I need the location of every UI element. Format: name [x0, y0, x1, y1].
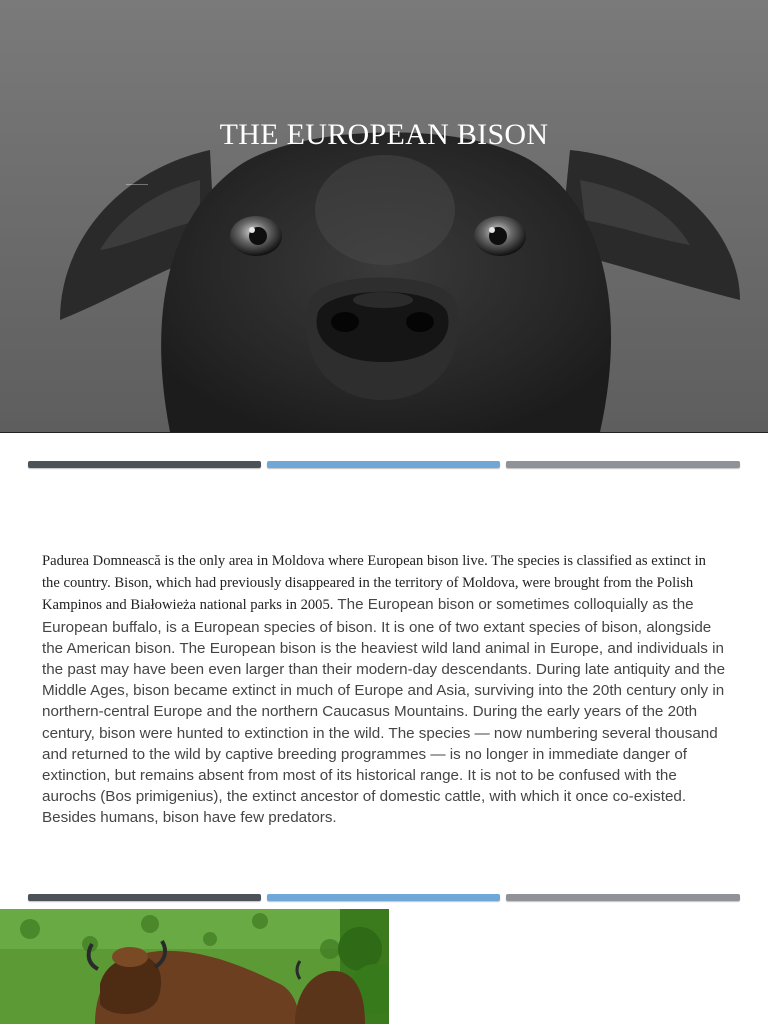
page-title: THE EUROPEAN BISON: [219, 118, 549, 151]
divider-segment-blue: [267, 894, 500, 901]
divider-segment-gray: [506, 461, 740, 468]
section-divider-top: [28, 461, 740, 469]
divider-segment-blue: [267, 461, 500, 468]
bison-in-grass-photo-icon: [0, 909, 389, 1024]
divider-segment-dark: [28, 461, 261, 468]
divider-segment-gray: [506, 894, 740, 901]
article-body: [42, 550, 726, 829]
bison-photo: [0, 909, 389, 1024]
section-divider-bottom: [28, 894, 740, 902]
divider-segment-dark: [28, 894, 261, 901]
hero-banner: [0, 0, 768, 433]
title-underline: [126, 184, 148, 185]
article-intro: Padurea Domnească is the only area in Moldova where European bison live. The species is classified as extinct in the country. Bison, which had previously disappeared in the territory of Moldova, were brought from the Polish Kampinos and Białowieża national parks in 2005.: [42, 553, 706, 614]
dog-face-photo-icon: [0, 0, 768, 432]
article-main-text: The European bison or sometimes colloquially as the European buffalo, is a European species of bison. It is one of two extant species of bison, alongside the American bison. The European bison is the heaviest wild land animal in Europe, and individuals in the past may have been even larger than their modern-day descendants. During late antiquity and the Middle Ages, bison became extinct in much of Europe and Asia, surviving into the 20th century only in northern-central Europe and the northern Caucasus Mountains. During the early years of the 20th century, bison were hunted to extinction in the wild. The species — now numbering several thousand and returned to the wild by captive breeding programmes — is no longer in immediate danger of extinction, but remains absent from most of its historical range. It is not to be confused with the aurochs (Bos primigenius), the extinct ancestor of domestic cattle, with which it once co-existed. Besides humans, bison have few predators.: [42, 596, 726, 827]
